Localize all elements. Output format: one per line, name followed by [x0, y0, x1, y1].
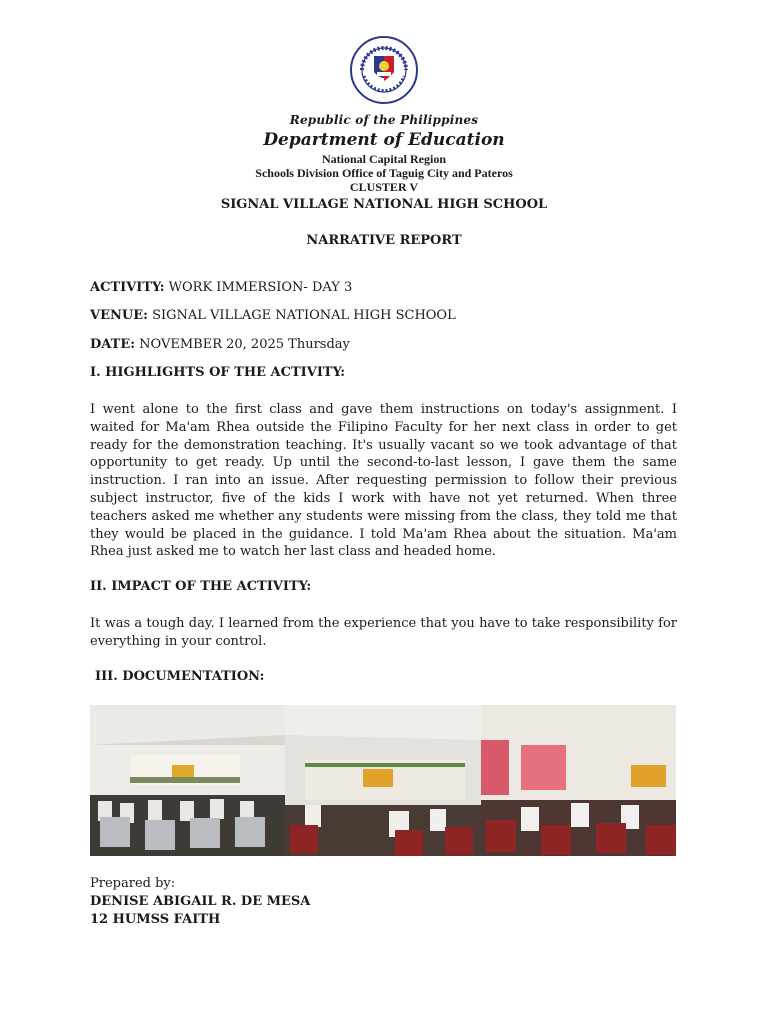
header-republic: Republic of the Philippines — [289, 113, 479, 127]
activity-field — [90, 280, 352, 295]
classroom-photo-3 — [481, 705, 676, 856]
classroom-photo-1 — [90, 705, 285, 856]
date-field — [90, 337, 350, 352]
date-label: DATE: — [90, 337, 136, 352]
venue-value: SIGNAL VILLAGE NATIONAL HIGH SCHOOL — [152, 308, 456, 323]
prepared-by-label: Prepared by: — [90, 876, 176, 891]
prepared-by-name: DENISE ABIGAIL R. DE MESA — [90, 894, 311, 909]
activity-label: ACTIVITY: — [90, 280, 165, 295]
documentation-photos — [90, 705, 676, 856]
classroom-photo-2 — [285, 705, 481, 856]
venue-field — [90, 308, 456, 323]
date-value: NOVEMBER 20, 2025 Thursday — [139, 337, 350, 352]
documentation-heading: III. DOCUMENTATION: — [95, 669, 265, 684]
impact-text: It was a tough day. I learned from the experience that you have to take responsibility for everything in your control. — [90, 616, 677, 649]
impact-heading: II. IMPACT OF THE ACTIVITY: — [90, 579, 312, 594]
prepared-by-section: 12 HUMSS FAITH — [90, 912, 221, 927]
header-division: Schools Division Office of Taguig City and Pateros — [255, 166, 513, 180]
report-title: NARRATIVE REPORT — [306, 233, 462, 248]
highlights-text: I went alone to the first class and gave them instructions on today's assignment. I waited for Ma'am Rhea outside the Filipino Faculty for her next class in order to get ready for the demonstration teaching. It's usually vacant so we took advantage of that opportunity to get ready. Up until the second-to-last lesson, I gave them the same instruction. I ran into an issue. After requesting permission to follow their previous subject instructor, five of the kids I work with have not yet returned. When three teachers asked me whether any students were missing from the class, they told me that they would be placed in the guidance. I told Ma'am Rhea about the situation. Ma'am Rhea just asked me to watch her last class and headed home. — [90, 402, 677, 560]
header-school: SIGNAL VILLAGE NATIONAL HIGH SCHOOL — [220, 197, 548, 212]
deped-seal-icon — [350, 36, 418, 104]
header-cluster: CLUSTER V — [349, 180, 419, 194]
activity-value: WORK IMMERSION- DAY 3 — [168, 280, 353, 295]
venue-label: VENUE: — [90, 308, 148, 323]
header-department: Department of Education — [263, 130, 505, 150]
highlights-heading: I. HIGHLIGHTS OF THE ACTIVITY: — [90, 365, 346, 380]
header-region: National Capital Region — [321, 152, 446, 166]
